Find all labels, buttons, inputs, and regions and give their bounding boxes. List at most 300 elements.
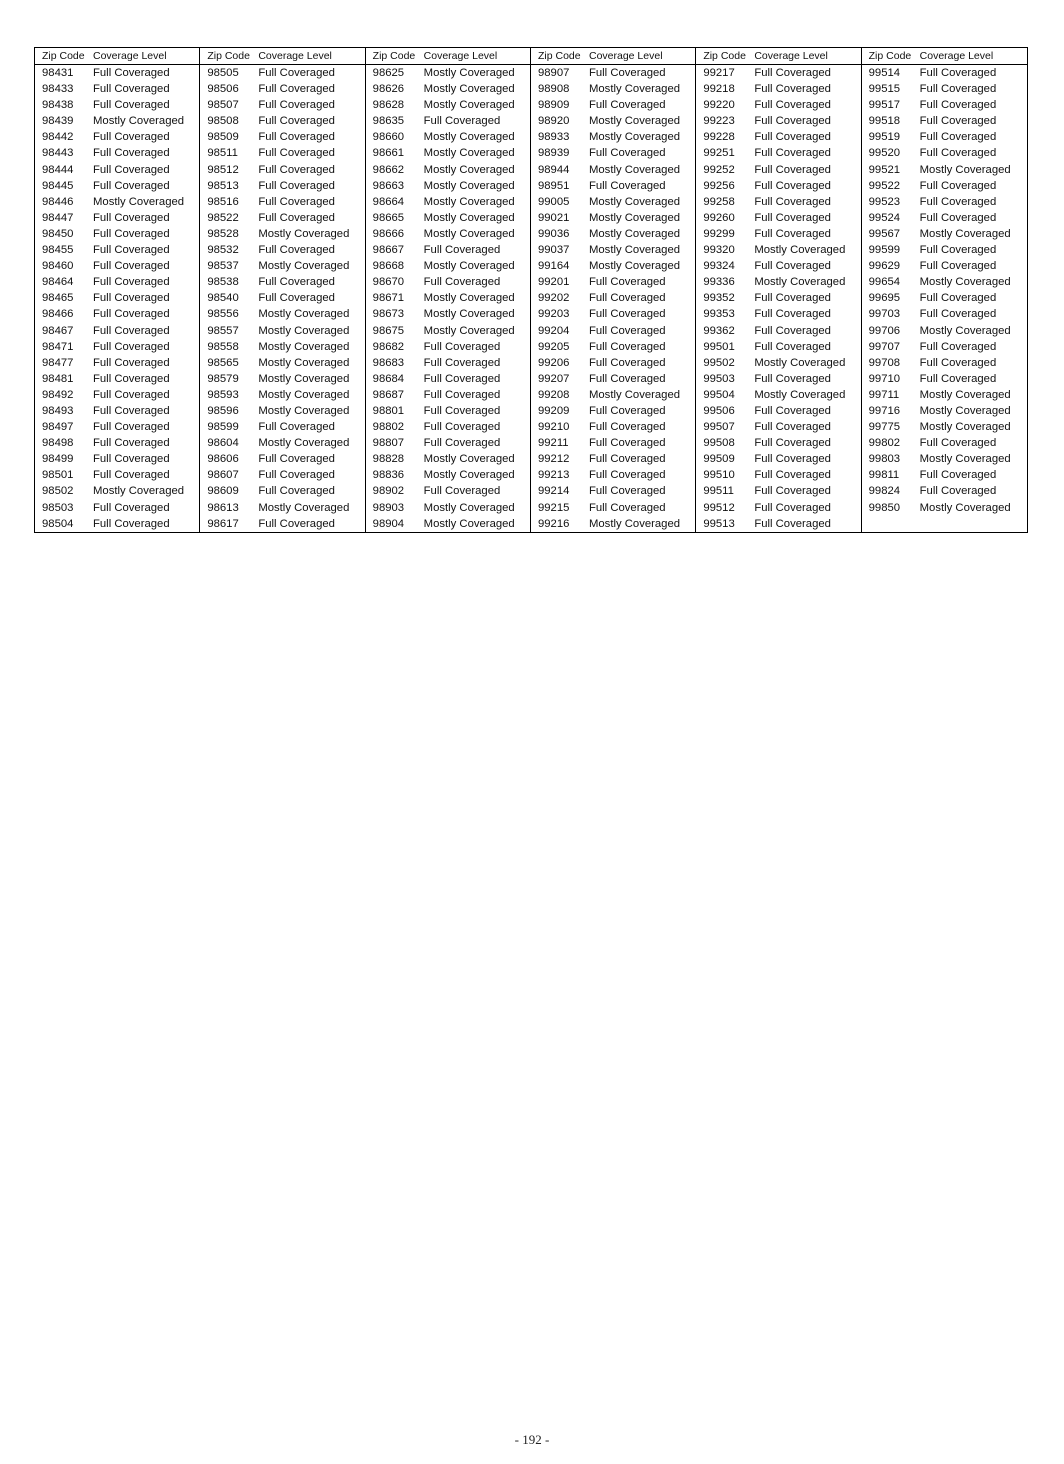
zip-code-cell: 98442	[42, 131, 74, 144]
table-row	[366, 65, 530, 81]
coverage-level-cell: Full Coveraged	[919, 260, 997, 273]
coverage-level-cell: Mostly Coveraged	[258, 404, 350, 417]
table-row	[696, 65, 860, 81]
zip-code-cell: 98617	[207, 517, 239, 530]
table-row	[531, 306, 695, 322]
zip-code-cell: 98447	[42, 211, 74, 224]
table-row	[366, 162, 530, 178]
coverage-level-cell: Mostly Coveraged	[588, 131, 681, 144]
zip-code-cell: 98670	[372, 276, 405, 289]
coverage-level-cell: Full Coveraged	[754, 340, 831, 353]
zip-code-cell: 99599	[868, 244, 901, 257]
coverage-level-cell: Full Coveraged	[919, 356, 997, 369]
zip-code-cell: 98537	[207, 260, 239, 273]
table-row	[200, 81, 364, 97]
zip-code-cell: 99703	[868, 308, 901, 321]
table-row	[200, 145, 364, 161]
coverage-level-cell: Full Coveraged	[93, 131, 170, 144]
table-row	[531, 371, 695, 387]
table-row	[696, 403, 860, 419]
zip-code-cell: 98501	[42, 469, 74, 482]
coverage-level-cell: Mostly Coveraged	[919, 276, 1011, 289]
zip-code-cell: 98675	[372, 324, 405, 337]
zip-code-cell: 99510	[703, 469, 735, 482]
zip-code-cell: 98506	[207, 83, 239, 96]
coverage-level-cell: Full Coveraged	[919, 340, 997, 353]
coverage-level-cell: Mostly Coveraged	[423, 147, 515, 160]
table-row	[862, 113, 1027, 129]
table-row	[862, 162, 1027, 178]
table-row	[696, 97, 860, 113]
table-row	[862, 242, 1027, 258]
zip-code-cell: 99504	[703, 388, 735, 401]
table-column-block	[862, 48, 1027, 532]
coverage-level-cell: Mostly Coveraged	[423, 83, 515, 96]
table-row	[696, 516, 860, 532]
zip-code-cell: 99204	[537, 324, 570, 337]
table-row	[531, 451, 695, 467]
coverage-level-cell: Full Coveraged	[93, 292, 170, 305]
zip-code-cell: 98933	[537, 131, 570, 144]
coverage-level-cell: Mostly Coveraged	[588, 195, 681, 208]
table-row	[35, 258, 199, 274]
coverage-level-cell: Full Coveraged	[93, 147, 170, 160]
table-header-row	[366, 48, 530, 65]
coverage-level-cell: Full Coveraged	[588, 501, 666, 514]
zip-code-cell: 99252	[703, 163, 735, 176]
zip-code-cell: 99803	[868, 453, 901, 466]
coverage-level-cell: Full Coveraged	[588, 372, 666, 385]
coverage-level-cell: Full Coveraged	[919, 308, 997, 321]
coverage-level-cell: Mostly Coveraged	[93, 485, 185, 498]
coverage-level-cell: Full Coveraged	[93, 324, 170, 337]
zip-code-cell: 99213	[537, 469, 570, 482]
coverage-level-cell: Full Coveraged	[754, 404, 831, 417]
coverage-level-cell: Full Coveraged	[258, 163, 335, 176]
table-row	[200, 242, 364, 258]
table-row	[531, 323, 695, 339]
coverage-level-cell: Full Coveraged	[754, 324, 831, 337]
coverage-level-cell: Full Coveraged	[93, 404, 170, 417]
coverage-level-cell: Mostly Coveraged	[258, 388, 350, 401]
table-row	[366, 226, 530, 242]
zip-code-cell: 99299	[703, 227, 735, 240]
zip-code-cell: 98481	[42, 372, 74, 385]
zip-code-cell: 98665	[372, 211, 405, 224]
zip-code-cell: 99256	[703, 179, 735, 192]
zip-code-cell: 98509	[207, 131, 239, 144]
table-row	[696, 258, 860, 274]
table-row	[862, 467, 1027, 483]
coverage-level-cell: Mostly Coveraged	[423, 501, 515, 514]
coverage-level-cell: Mostly Coveraged	[423, 260, 515, 273]
coverage-level-cell: Full Coveraged	[754, 469, 831, 482]
zip-code-cell: 99707	[868, 340, 901, 353]
table-row	[366, 178, 530, 194]
zip-code-cell: 98439	[42, 115, 74, 128]
zip-code-cell: 98668	[372, 260, 405, 273]
table-row	[200, 451, 364, 467]
table-row	[531, 290, 695, 306]
coverage-level-cell: Full Coveraged	[754, 211, 831, 224]
coverage-level-cell: Mostly Coveraged	[588, 115, 681, 128]
coverage-level-cell: Full Coveraged	[93, 276, 170, 289]
table-row	[531, 435, 695, 451]
table-row	[366, 97, 530, 113]
zip-code-cell: 99223	[703, 115, 735, 128]
coverage-level-header: Coverage Level	[754, 50, 828, 62]
zip-code-cell: 98538	[207, 276, 239, 289]
table-row	[366, 306, 530, 322]
zip-code-cell: 98801	[372, 404, 405, 417]
coverage-level-cell: Mostly Coveraged	[258, 260, 350, 273]
zip-code-cell: 99005	[537, 195, 570, 208]
coverage-level-cell: Mostly Coveraged	[423, 517, 515, 530]
zip-code-cell: 98477	[42, 356, 74, 369]
coverage-level-cell: Full Coveraged	[423, 372, 501, 385]
table-row	[531, 258, 695, 274]
table-row	[200, 435, 364, 451]
coverage-level-cell: Full Coveraged	[754, 179, 831, 192]
zip-code-cell: 98503	[42, 501, 74, 514]
coverage-level-cell: Full Coveraged	[258, 195, 335, 208]
table-row	[696, 467, 860, 483]
table-header-row	[862, 48, 1027, 65]
table-row	[200, 290, 364, 306]
coverage-level-cell: Mostly Coveraged	[423, 163, 515, 176]
coverage-level-cell: Mostly Coveraged	[258, 308, 350, 321]
table-row	[862, 226, 1027, 242]
table-row	[696, 81, 860, 97]
coverage-level-cell: Full Coveraged	[93, 308, 170, 321]
table-row	[35, 451, 199, 467]
table-row	[35, 500, 199, 516]
zip-code-cell: 98464	[42, 276, 74, 289]
zip-code-cell: 98684	[372, 372, 405, 385]
coverage-level-cell: Mostly Coveraged	[93, 115, 185, 128]
table-row	[366, 500, 530, 516]
coverage-level-cell: Full Coveraged	[423, 340, 501, 353]
table-row	[200, 97, 364, 113]
table-row	[862, 306, 1027, 322]
coverage-level-cell: Mostly Coveraged	[258, 501, 350, 514]
zip-code-cell: 99320	[703, 244, 735, 257]
zip-code-cell: 98628	[372, 99, 405, 112]
zip-code-cell: 98513	[207, 179, 239, 192]
table-row	[200, 355, 364, 371]
table-row	[696, 162, 860, 178]
coverage-level-cell: Full Coveraged	[754, 227, 831, 240]
zip-code-cell: 99706	[868, 324, 901, 337]
zip-code-cell: 98666	[372, 227, 405, 240]
zip-code-cell: 98828	[372, 453, 405, 466]
coverage-level-cell: Full Coveraged	[423, 404, 501, 417]
table-row	[696, 500, 860, 516]
coverage-level-cell: Full Coveraged	[754, 421, 831, 434]
zip-code-header: Zip Code	[868, 50, 912, 62]
zip-code-cell: 98565	[207, 356, 239, 369]
table-row	[200, 306, 364, 322]
table-row	[531, 355, 695, 371]
table-row	[366, 339, 530, 355]
table-row	[862, 145, 1027, 161]
coverage-level-cell: Full Coveraged	[754, 485, 831, 498]
table-row	[35, 194, 199, 210]
table-row	[531, 145, 695, 161]
zip-code-cell: 98606	[207, 453, 239, 466]
zip-code-cell: 99218	[703, 83, 735, 96]
zip-code-cell: 98532	[207, 244, 239, 257]
coverage-level-cell: Full Coveraged	[93, 340, 170, 353]
table-row	[35, 419, 199, 435]
zip-code-cell: 99037	[537, 244, 570, 257]
coverage-level-cell: Full Coveraged	[588, 340, 666, 353]
coverage-level-cell: Full Coveraged	[258, 292, 335, 305]
table-row	[531, 162, 695, 178]
zip-code-cell: 98667	[372, 244, 405, 257]
zip-code-cell: 99520	[868, 147, 901, 160]
zip-code-cell: 99501	[703, 340, 735, 353]
coverage-level-cell: Full Coveraged	[258, 276, 335, 289]
table-row	[366, 419, 530, 435]
zip-code-cell: 98455	[42, 244, 74, 257]
coverage-level-cell: Full Coveraged	[588, 469, 666, 482]
coverage-level-cell: Mostly Coveraged	[258, 372, 350, 385]
table-row	[200, 178, 364, 194]
coverage-level-cell: Full Coveraged	[754, 501, 831, 514]
table-row	[35, 435, 199, 451]
zip-code-cell: 99207	[537, 372, 570, 385]
coverage-level-cell: Mostly Coveraged	[588, 211, 681, 224]
zip-code-cell: 99324	[703, 260, 735, 273]
table-row	[35, 483, 199, 499]
table-row	[200, 387, 364, 403]
table-row	[531, 226, 695, 242]
coverage-level-cell: Full Coveraged	[93, 163, 170, 176]
zip-code-cell: 98664	[372, 195, 405, 208]
table-row	[531, 210, 695, 226]
table-row	[35, 210, 199, 226]
zip-code-cell: 99216	[537, 517, 570, 530]
coverage-level-cell: Mostly Coveraged	[423, 67, 515, 79]
coverage-level-cell: Full Coveraged	[423, 115, 501, 128]
table-row	[862, 258, 1027, 274]
table-row	[531, 387, 695, 403]
zip-code-cell: 99512	[703, 501, 735, 514]
coverage-level-cell: Full Coveraged	[93, 372, 170, 385]
coverage-level-cell: Mostly Coveraged	[754, 276, 846, 289]
table-row	[862, 419, 1027, 435]
table-row	[366, 145, 530, 161]
table-header-row	[35, 48, 199, 65]
coverage-level-cell: Full Coveraged	[93, 179, 170, 192]
table-row	[366, 451, 530, 467]
zip-code-cell: 99567	[868, 227, 901, 240]
zip-code-cell: 98939	[537, 147, 570, 160]
zip-code-cell: 98528	[207, 227, 239, 240]
table-row	[696, 371, 860, 387]
zip-code-cell: 98446	[42, 195, 74, 208]
zip-code-header: Zip Code	[537, 50, 581, 62]
zip-code-cell: 98512	[207, 163, 239, 176]
coverage-level-cell: Full Coveraged	[93, 356, 170, 369]
table-row	[696, 274, 860, 290]
coverage-level-cell: Mostly Coveraged	[258, 437, 350, 450]
table-row	[35, 145, 199, 161]
coverage-level-cell: Mostly Coveraged	[919, 388, 1011, 401]
coverage-level-cell: Mostly Coveraged	[919, 227, 1011, 240]
zip-code-cell: 99353	[703, 308, 735, 321]
coverage-level-cell: Full Coveraged	[588, 179, 666, 192]
table-row	[862, 178, 1027, 194]
table-row	[200, 65, 364, 81]
table-row	[531, 178, 695, 194]
zip-code-cell: 99511	[703, 485, 734, 498]
coverage-level-cell: Mostly Coveraged	[93, 195, 185, 208]
zip-code-cell: 99506	[703, 404, 735, 417]
coverage-level-cell: Full Coveraged	[754, 195, 831, 208]
coverage-level-header: Coverage Level	[258, 50, 332, 62]
table-row	[366, 403, 530, 419]
table-row	[200, 210, 364, 226]
table-row	[35, 387, 199, 403]
table-row	[35, 129, 199, 145]
zip-code-cell: 99502	[703, 356, 735, 369]
coverage-level-cell: Mostly Coveraged	[919, 163, 1011, 176]
coverage-level-cell: Full Coveraged	[258, 453, 335, 466]
coverage-level-cell: Mostly Coveraged	[423, 131, 515, 144]
table-row	[35, 371, 199, 387]
coverage-level-cell: Mostly Coveraged	[588, 244, 681, 257]
table-row	[200, 419, 364, 435]
table-row	[696, 194, 860, 210]
table-row	[862, 403, 1027, 419]
zip-code-cell: 99507	[703, 421, 735, 434]
zip-code-cell: 98557	[207, 324, 239, 337]
zip-code-cell: 99260	[703, 211, 735, 224]
coverage-level-cell: Mostly Coveraged	[588, 227, 681, 240]
table-row	[35, 178, 199, 194]
table-row	[200, 323, 364, 339]
coverage-level-cell: Mostly Coveraged	[423, 469, 515, 482]
zip-code-cell: 98807	[372, 437, 405, 450]
zip-code-cell: 98609	[207, 485, 239, 498]
zip-code-cell: 98556	[207, 308, 239, 321]
zip-code-cell: 99208	[537, 388, 570, 401]
coverage-level-cell: Mostly Coveraged	[754, 356, 846, 369]
table-row	[366, 467, 530, 483]
coverage-level-cell: Mostly Coveraged	[423, 211, 515, 224]
table-row	[366, 113, 530, 129]
table-row	[366, 483, 530, 499]
zip-code-cell: 98625	[372, 67, 405, 79]
coverage-level-cell: Full Coveraged	[754, 437, 831, 450]
coverage-level-cell: Full Coveraged	[919, 131, 997, 144]
table-row	[696, 355, 860, 371]
coverage-level-cell: Mostly Coveraged	[423, 195, 515, 208]
zip-code-cell: 99513	[703, 517, 735, 530]
coverage-level-cell: Full Coveraged	[258, 469, 335, 482]
table-row	[35, 274, 199, 290]
zip-code-cell: 98662	[372, 163, 405, 176]
table-row	[696, 242, 860, 258]
zip-code-cell: 99215	[537, 501, 570, 514]
zip-code-cell: 99503	[703, 372, 735, 385]
table-row	[35, 516, 199, 532]
table-row	[862, 290, 1027, 306]
coverage-level-cell: Full Coveraged	[93, 260, 170, 273]
table-row	[531, 500, 695, 516]
coverage-level-cell: Full Coveraged	[588, 308, 666, 321]
zip-code-cell: 98511	[207, 147, 238, 160]
coverage-level-cell: Full Coveraged	[258, 244, 335, 257]
zip-code-cell: 99362	[703, 324, 735, 337]
coverage-level-cell: Full Coveraged	[919, 211, 997, 224]
table-row	[200, 258, 364, 274]
coverage-level-cell: Full Coveraged	[588, 453, 666, 466]
zip-code-cell: 98522	[207, 211, 239, 224]
table-header-row	[531, 48, 695, 65]
table-row	[200, 339, 364, 355]
coverage-level-cell: Full Coveraged	[754, 292, 831, 305]
coverage-level-cell: Full Coveraged	[93, 83, 170, 96]
table-row	[200, 194, 364, 210]
table-row	[862, 129, 1027, 145]
page-number: - 192 -	[514, 1432, 550, 1447]
coverage-level-cell: Mostly Coveraged	[258, 324, 350, 337]
zip-code-cell: 98596	[207, 404, 239, 417]
table-column-block	[366, 48, 531, 532]
zip-code-cell: 98502	[42, 485, 74, 498]
coverage-level-cell: Full Coveraged	[754, 67, 831, 79]
coverage-level-cell: Full Coveraged	[919, 372, 997, 385]
table-row	[366, 129, 530, 145]
zip-code-cell: 99711	[868, 388, 900, 401]
coverage-level-cell: Full Coveraged	[258, 67, 335, 79]
table-row	[696, 306, 860, 322]
zip-code-cell: 99021	[537, 211, 570, 224]
zip-code-cell: 98460	[42, 260, 74, 273]
coverage-level-cell: Mostly Coveraged	[588, 163, 681, 176]
zip-code-cell: 98508	[207, 115, 239, 128]
coverage-level-cell: Full Coveraged	[93, 99, 170, 112]
zip-code-cell: 99629	[868, 260, 901, 273]
table-row	[35, 242, 199, 258]
table-row	[35, 467, 199, 483]
coverage-level-cell: Full Coveraged	[93, 437, 170, 450]
zip-code-cell: 98504	[42, 517, 74, 530]
table-row	[696, 387, 860, 403]
table-row	[35, 339, 199, 355]
zip-code-header: Zip Code	[372, 50, 416, 62]
table-row	[862, 371, 1027, 387]
coverage-level-cell: Full Coveraged	[754, 163, 831, 176]
table-row	[366, 210, 530, 226]
table-row	[862, 355, 1027, 371]
coverage-level-cell: Full Coveraged	[588, 356, 666, 369]
coverage-level-cell: Full Coveraged	[93, 501, 170, 514]
zip-code-cell: 98492	[42, 388, 74, 401]
coverage-level-cell: Full Coveraged	[919, 469, 997, 482]
zip-code-cell: 99775	[868, 421, 901, 434]
table-row	[696, 339, 860, 355]
table-row	[35, 306, 199, 322]
table-row	[200, 113, 364, 129]
coverage-level-cell: Full Coveraged	[588, 324, 666, 337]
coverage-level-cell: Full Coveraged	[258, 115, 335, 128]
coverage-level-cell: Mostly Coveraged	[423, 324, 515, 337]
coverage-level-cell: Mostly Coveraged	[258, 227, 350, 240]
